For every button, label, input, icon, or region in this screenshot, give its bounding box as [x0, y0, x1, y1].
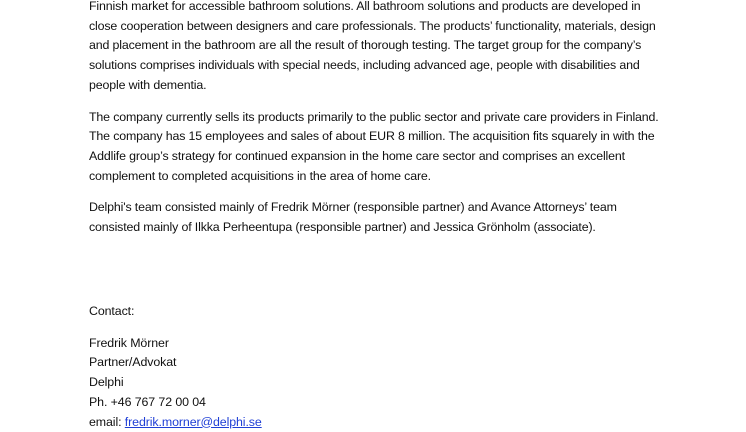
contact-email-label: email:: [89, 414, 125, 429]
contact-phone: Ph. +46 767 72 00 04: [89, 394, 206, 409]
contact-email-line: [89, 413, 489, 432]
document-body: [89, 0, 659, 238]
contact-name: Fredrik Mörner: [89, 335, 169, 350]
paragraph-company-sales: The company currently sells its products primarily to the public sector and private care providers in Finland. The company has 15 employees and sales of about EUR 8 million. The acquisition fits squarely in with the Addlife group’s strategy for continued expansion in the home care sector and comprises an excellent complement to completed acquisitions in the area of home care.: [89, 109, 659, 183]
contact-block: [89, 302, 489, 432]
paragraph-legal-teams: Delphi's team consisted mainly of Fredrik Mörner (responsible partner) and Avance Attorneys’ team consisted mainly of Ilkka Perheentupa (responsible partner) and Jessica Grönholm (associate).: [89, 200, 617, 235]
paragraph-product-description: Finnish market for accessible bathroom solutions. All bathroom solutions and products are developed in close cooperation between designers and care professionals. The products’ functionality, materials, design and placement in the bathroom are all the result of thorough testing. The target group for the company’s solutions comprises individuals with special needs, including advanced age, people with disabilities and people with dementia.: [89, 0, 656, 92]
contact-heading: Contact:: [89, 304, 135, 318]
contact-title: Partner/Advokat: [89, 355, 177, 370]
contact-email-link[interactable]: fredrik.morner@delphi.se: [124, 414, 262, 429]
contact-firm: Delphi: [89, 375, 124, 390]
